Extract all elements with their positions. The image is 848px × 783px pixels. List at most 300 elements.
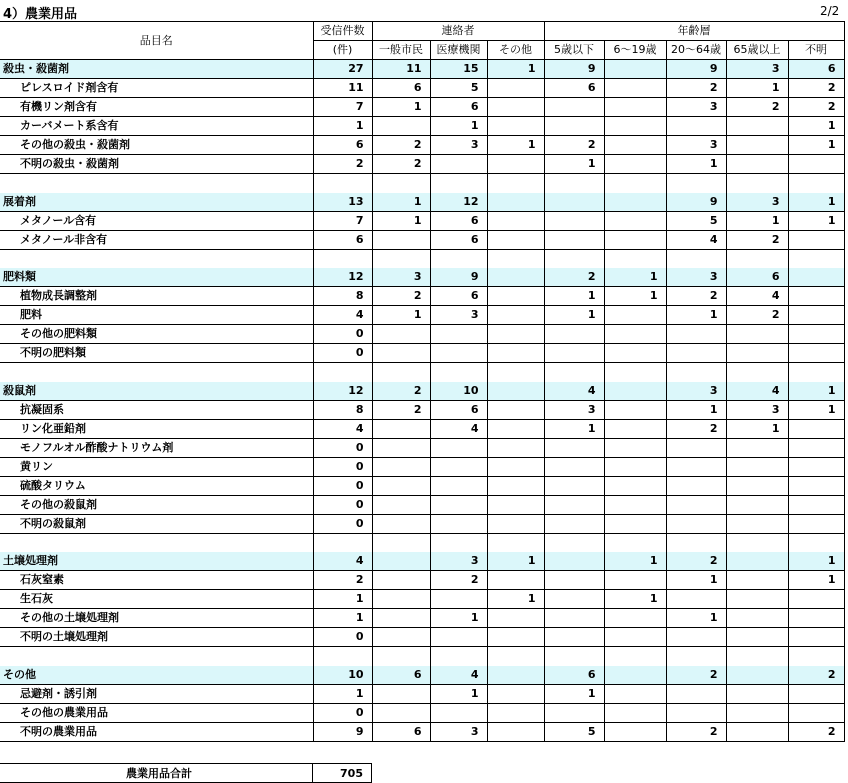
- value-cell: [544, 552, 604, 571]
- item-row: [0, 211, 844, 230]
- item-row: [0, 419, 844, 438]
- value-cell: 2: [666, 79, 726, 98]
- value-cell: [544, 98, 604, 117]
- value-cell: [788, 344, 844, 363]
- value-cell: 6: [430, 98, 487, 117]
- value-cell: [372, 230, 430, 249]
- value-cell: [604, 249, 666, 268]
- value-cell: [544, 703, 604, 722]
- count-cell: 0: [313, 325, 372, 344]
- item-row: [0, 306, 844, 325]
- value-cell: 1: [788, 136, 844, 155]
- value-cell: 3: [666, 268, 726, 287]
- value-cell: [544, 363, 604, 382]
- value-cell: [430, 703, 487, 722]
- count-cell: 0: [313, 703, 372, 722]
- value-cell: [487, 325, 544, 344]
- value-cell: [604, 666, 666, 685]
- value-cell: [604, 60, 666, 79]
- value-cell: 1: [726, 419, 788, 438]
- value-cell: 1: [487, 590, 544, 609]
- header-count: 受信件数: [313, 22, 372, 41]
- value-cell: [544, 609, 604, 628]
- value-cell: [666, 684, 726, 703]
- value-cell: 2: [372, 155, 430, 174]
- value-cell: 3: [430, 552, 487, 571]
- value-cell: 1: [604, 287, 666, 306]
- item-row: [0, 155, 844, 174]
- value-cell: [487, 495, 544, 514]
- item-name: その他の殺鼠剤: [0, 495, 313, 514]
- value-cell: [666, 533, 726, 552]
- item-row: [0, 98, 844, 117]
- value-cell: 3: [544, 400, 604, 419]
- total-table: [0, 763, 372, 783]
- value-cell: [372, 438, 430, 457]
- value-cell: [544, 495, 604, 514]
- value-cell: 2: [788, 98, 844, 117]
- count-cell: 0: [313, 457, 372, 476]
- value-cell: [487, 193, 544, 212]
- item-row: [0, 136, 844, 155]
- value-cell: [544, 174, 604, 193]
- value-cell: [372, 533, 430, 552]
- item-name: その他の農業用品: [0, 703, 313, 722]
- spacer-row: [0, 647, 844, 666]
- value-cell: 6: [430, 230, 487, 249]
- value-cell: 4: [430, 666, 487, 685]
- header-age: 年齢層: [544, 22, 844, 41]
- item-name: 不明の殺鼠剤: [0, 514, 313, 533]
- item-name: 不明の土壌処理剤: [0, 628, 313, 647]
- value-cell: [487, 514, 544, 533]
- value-cell: [666, 703, 726, 722]
- value-cell: [604, 703, 666, 722]
- value-cell: [604, 722, 666, 741]
- value-cell: [544, 249, 604, 268]
- value-cell: 1: [666, 306, 726, 325]
- count-cell: 1: [313, 590, 372, 609]
- value-cell: [487, 98, 544, 117]
- item-name: 殺虫・殺菌剤: [0, 60, 313, 79]
- value-cell: [430, 325, 487, 344]
- value-cell: [487, 571, 544, 590]
- value-cell: [487, 609, 544, 628]
- value-cell: [726, 666, 788, 685]
- value-cell: [487, 684, 544, 703]
- value-cell: [788, 457, 844, 476]
- value-cell: 1: [372, 193, 430, 212]
- value-cell: 6: [372, 722, 430, 741]
- item-name: その他の殺虫・殺菌剤: [0, 136, 313, 155]
- value-cell: [788, 514, 844, 533]
- value-cell: [726, 647, 788, 666]
- value-cell: 4: [430, 419, 487, 438]
- item-name: 黄リン: [0, 457, 313, 476]
- header-col: 6～19歳: [604, 41, 666, 60]
- value-cell: 1: [788, 193, 844, 212]
- value-cell: 1: [430, 684, 487, 703]
- value-cell: 1: [788, 211, 844, 230]
- value-cell: [604, 211, 666, 230]
- value-cell: [487, 457, 544, 476]
- count-cell: 8: [313, 287, 372, 306]
- value-cell: [604, 98, 666, 117]
- value-cell: 1: [666, 571, 726, 590]
- value-cell: [372, 552, 430, 571]
- item-row: [0, 703, 844, 722]
- item-name: 硫酸タリウム: [0, 476, 313, 495]
- count-cell: 4: [313, 552, 372, 571]
- value-cell: 2: [372, 136, 430, 155]
- value-cell: 2: [726, 306, 788, 325]
- value-cell: [604, 306, 666, 325]
- value-cell: [544, 476, 604, 495]
- value-cell: 2: [372, 400, 430, 419]
- value-cell: 2: [666, 287, 726, 306]
- value-cell: [372, 117, 430, 136]
- value-cell: [430, 457, 487, 476]
- value-cell: [544, 325, 604, 344]
- item-name: メタノール含有: [0, 211, 313, 230]
- value-cell: [372, 647, 430, 666]
- value-cell: [430, 249, 487, 268]
- item-row: [0, 325, 844, 344]
- value-cell: [726, 174, 788, 193]
- header-col: 医療機関: [430, 41, 487, 60]
- value-cell: [487, 628, 544, 647]
- count-cell: 0: [313, 476, 372, 495]
- item-name: 展着剤: [0, 193, 313, 212]
- value-cell: [604, 325, 666, 344]
- value-cell: 1: [788, 382, 844, 401]
- item-name: 肥料類: [0, 268, 313, 287]
- value-cell: [788, 438, 844, 457]
- value-cell: 9: [666, 60, 726, 79]
- value-cell: 2: [372, 382, 430, 401]
- value-cell: [788, 684, 844, 703]
- value-cell: 1: [544, 419, 604, 438]
- item-row: [0, 571, 844, 590]
- item-name: 不明の農業用品: [0, 722, 313, 741]
- value-cell: 3: [372, 268, 430, 287]
- value-cell: [487, 647, 544, 666]
- count-cell: 9: [313, 722, 372, 741]
- value-cell: 2: [544, 136, 604, 155]
- header-col: 不明: [788, 41, 844, 60]
- count-cell: 13: [313, 193, 372, 212]
- value-cell: [372, 609, 430, 628]
- total-label: 農業用品合計: [0, 764, 313, 783]
- value-cell: 1: [544, 287, 604, 306]
- value-cell: [788, 647, 844, 666]
- value-cell: 4: [666, 230, 726, 249]
- value-cell: [487, 344, 544, 363]
- value-cell: [487, 400, 544, 419]
- header-row-1: [0, 22, 844, 41]
- value-cell: 6: [544, 79, 604, 98]
- count-cell: 1: [313, 684, 372, 703]
- value-cell: 1: [666, 609, 726, 628]
- item-name: その他: [0, 666, 313, 685]
- value-cell: [487, 79, 544, 98]
- value-cell: 3: [726, 60, 788, 79]
- value-cell: [544, 533, 604, 552]
- value-cell: [666, 363, 726, 382]
- item-row: [0, 684, 844, 703]
- value-cell: 6: [544, 666, 604, 685]
- value-cell: [788, 476, 844, 495]
- value-cell: [604, 628, 666, 647]
- value-cell: [430, 174, 487, 193]
- value-cell: [604, 382, 666, 401]
- count-cell: 10: [313, 666, 372, 685]
- value-cell: 6: [726, 268, 788, 287]
- value-cell: [726, 590, 788, 609]
- value-cell: [666, 438, 726, 457]
- value-cell: 1: [604, 590, 666, 609]
- value-cell: 2: [666, 666, 726, 685]
- item-name: ピレスロイド剤含有: [0, 79, 313, 98]
- value-cell: [544, 117, 604, 136]
- value-cell: [788, 495, 844, 514]
- item-name: その他の土壌処理剤: [0, 609, 313, 628]
- count-cell: 1: [313, 609, 372, 628]
- value-cell: 3: [726, 193, 788, 212]
- value-cell: [788, 174, 844, 193]
- value-cell: [604, 79, 666, 98]
- value-cell: 1: [666, 155, 726, 174]
- value-cell: [372, 703, 430, 722]
- item-name: 植物成長調整剤: [0, 287, 313, 306]
- value-cell: 1: [788, 552, 844, 571]
- value-cell: [544, 457, 604, 476]
- value-cell: [487, 287, 544, 306]
- value-cell: [604, 476, 666, 495]
- item-name: メタノール非含有: [0, 230, 313, 249]
- item-name: カーバメート系含有: [0, 117, 313, 136]
- value-cell: [372, 628, 430, 647]
- value-cell: 6: [430, 400, 487, 419]
- value-cell: [604, 400, 666, 419]
- value-cell: [666, 476, 726, 495]
- value-cell: [544, 211, 604, 230]
- total-value: 705: [313, 764, 372, 783]
- item-name: モノフルオル酢酸ナトリウム剤: [0, 438, 313, 457]
- value-cell: [666, 344, 726, 363]
- item-row: [0, 514, 844, 533]
- value-cell: [487, 533, 544, 552]
- value-cell: [604, 609, 666, 628]
- value-cell: 1: [430, 609, 487, 628]
- value-cell: [372, 457, 430, 476]
- value-cell: 2: [726, 98, 788, 117]
- count-cell: 0: [313, 628, 372, 647]
- value-cell: 1: [372, 306, 430, 325]
- category-row: [0, 60, 844, 79]
- value-cell: 1: [666, 400, 726, 419]
- value-cell: [604, 155, 666, 174]
- item-row: [0, 628, 844, 647]
- value-cell: 1: [372, 98, 430, 117]
- item-name: 石灰窒素: [0, 571, 313, 590]
- value-cell: [430, 363, 487, 382]
- value-cell: [788, 287, 844, 306]
- value-cell: [788, 533, 844, 552]
- value-cell: 9: [430, 268, 487, 287]
- value-cell: 1: [726, 211, 788, 230]
- value-cell: 6: [788, 60, 844, 79]
- agricultural-products-table: [0, 21, 845, 742]
- value-cell: [372, 419, 430, 438]
- value-cell: [544, 193, 604, 212]
- value-cell: [604, 117, 666, 136]
- header-col: 65歳以上: [726, 41, 788, 60]
- value-cell: 1: [726, 79, 788, 98]
- value-cell: [544, 438, 604, 457]
- value-cell: [788, 230, 844, 249]
- value-cell: [372, 325, 430, 344]
- value-cell: [726, 495, 788, 514]
- value-cell: [430, 533, 487, 552]
- value-cell: [726, 438, 788, 457]
- value-cell: [726, 457, 788, 476]
- value-cell: [604, 174, 666, 193]
- value-cell: 1: [788, 117, 844, 136]
- value-cell: [604, 438, 666, 457]
- value-cell: [430, 344, 487, 363]
- value-cell: [604, 684, 666, 703]
- value-cell: [487, 476, 544, 495]
- value-cell: [487, 438, 544, 457]
- value-cell: 4: [726, 382, 788, 401]
- value-cell: [788, 590, 844, 609]
- value-cell: [666, 495, 726, 514]
- item-name: [0, 174, 313, 193]
- spacer-row: [0, 363, 844, 382]
- value-cell: [726, 136, 788, 155]
- header-col: その他: [487, 41, 544, 60]
- value-cell: 1: [604, 268, 666, 287]
- count-cell: 7: [313, 98, 372, 117]
- count-cell: 8: [313, 400, 372, 419]
- value-cell: [726, 684, 788, 703]
- category-row: [0, 382, 844, 401]
- value-cell: [788, 249, 844, 268]
- total-row: [0, 764, 372, 783]
- value-cell: [666, 174, 726, 193]
- value-cell: [726, 344, 788, 363]
- item-name: [0, 647, 313, 666]
- value-cell: [788, 419, 844, 438]
- value-cell: [372, 684, 430, 703]
- value-cell: [430, 514, 487, 533]
- value-cell: 11: [372, 60, 430, 79]
- value-cell: 1: [430, 117, 487, 136]
- value-cell: [726, 703, 788, 722]
- value-cell: [726, 155, 788, 174]
- item-row: [0, 609, 844, 628]
- value-cell: [544, 571, 604, 590]
- item-name: [0, 249, 313, 268]
- value-cell: [487, 419, 544, 438]
- count-cell: 12: [313, 268, 372, 287]
- item-name: その他の肥料類: [0, 325, 313, 344]
- value-cell: 1: [487, 136, 544, 155]
- value-cell: 1: [788, 571, 844, 590]
- value-cell: [430, 438, 487, 457]
- value-cell: [726, 628, 788, 647]
- value-cell: [372, 363, 430, 382]
- value-cell: 6: [372, 666, 430, 685]
- value-cell: 3: [430, 136, 487, 155]
- item-name: 抗凝固系: [0, 400, 313, 419]
- value-cell: 1: [604, 552, 666, 571]
- value-cell: [726, 363, 788, 382]
- item-name: [0, 533, 313, 552]
- value-cell: 6: [430, 211, 487, 230]
- item-row: [0, 590, 844, 609]
- value-cell: [487, 117, 544, 136]
- value-cell: [726, 476, 788, 495]
- header-col: 20～64歳: [666, 41, 726, 60]
- value-cell: [604, 514, 666, 533]
- value-cell: 1: [544, 306, 604, 325]
- count-cell: 7: [313, 211, 372, 230]
- value-cell: 6: [372, 79, 430, 98]
- value-cell: 2: [788, 722, 844, 741]
- value-cell: 3: [430, 722, 487, 741]
- value-cell: 3: [666, 382, 726, 401]
- value-cell: 1: [788, 400, 844, 419]
- count-cell: [313, 647, 372, 666]
- value-cell: [372, 249, 430, 268]
- value-cell: [544, 590, 604, 609]
- value-cell: [666, 325, 726, 344]
- spacer-row: [0, 174, 844, 193]
- value-cell: [430, 590, 487, 609]
- value-cell: [372, 344, 430, 363]
- value-cell: [604, 230, 666, 249]
- value-cell: 2: [372, 287, 430, 306]
- value-cell: [430, 495, 487, 514]
- item-name: 不明の殺虫・殺菌剤: [0, 155, 313, 174]
- value-cell: [788, 155, 844, 174]
- value-cell: [726, 117, 788, 136]
- value-cell: 5: [544, 722, 604, 741]
- value-cell: [372, 174, 430, 193]
- value-cell: 6: [430, 287, 487, 306]
- value-cell: [604, 344, 666, 363]
- count-cell: 12: [313, 382, 372, 401]
- header-contact: 連絡者: [372, 22, 544, 41]
- value-cell: 9: [666, 193, 726, 212]
- value-cell: [430, 628, 487, 647]
- item-name: 有機リン剤含有: [0, 98, 313, 117]
- spacer-row: [0, 249, 844, 268]
- count-cell: 4: [313, 419, 372, 438]
- count-cell: 0: [313, 495, 372, 514]
- spacer-row: [0, 533, 844, 552]
- value-cell: [544, 230, 604, 249]
- value-cell: 5: [430, 79, 487, 98]
- value-cell: [604, 533, 666, 552]
- value-cell: [666, 514, 726, 533]
- value-cell: [726, 249, 788, 268]
- item-row: [0, 495, 844, 514]
- value-cell: 4: [544, 382, 604, 401]
- value-cell: 3: [726, 400, 788, 419]
